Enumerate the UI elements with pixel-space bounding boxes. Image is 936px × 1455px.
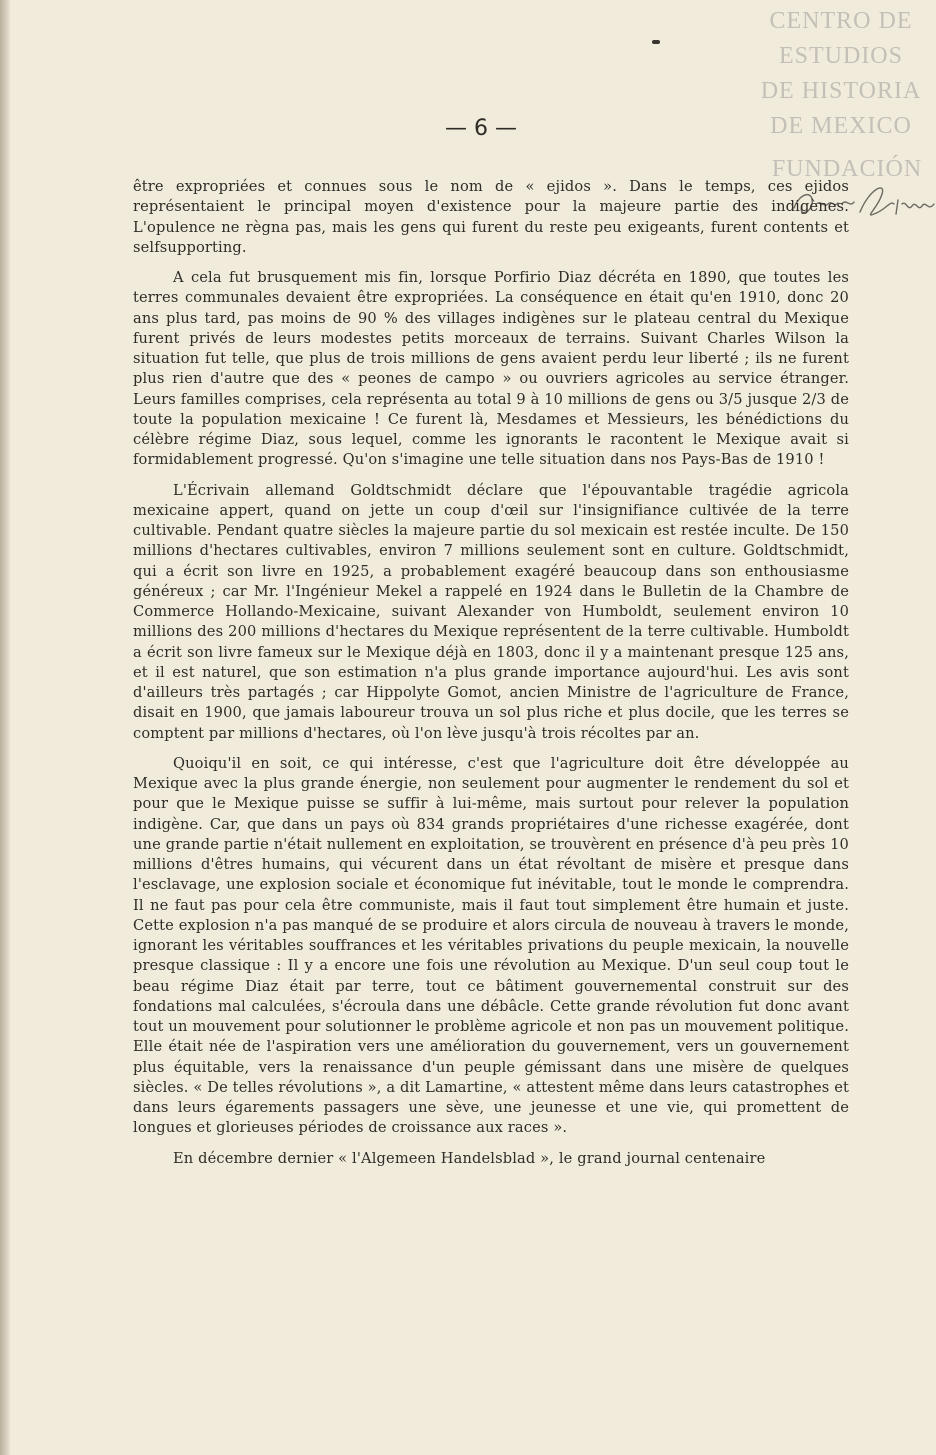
- watermark-line: ESTUDIOS: [778, 43, 903, 69]
- watermark-foundation: FUNDACIÓN: [771, 156, 923, 182]
- paragraph-goldtschmidt: L'Écrivain allemand Goldtschmidt déclare que l'épouvantable tragédie agricola mexicaine appert, quand on jette un coup d'œil sur l'insignifiance cultivée de la terre cultivable. Pendant quatre siècles la majeure partie du sol mexicain est restée inculte. De 150 millions d'hectares cultivables, environ 7 millions seulement sont en culture. Goldtschmidt, qui a écrit son livre en 1925, a probablement exagéré beaucoup dans son enthousiasme généreux ; car Mr. l'Ingénieur Mekel a rappelé en 1924 dans le Bulletin de la Chambre de Commerce Hollando-Mexicaine, suivant Alexander von Humboldt, seulement environ 10 millions des 200 millions d'hectares du Mexique représentent de la terre cultivable. Humboldt a écrit son livre fameux sur le Mexique déjà en 1803, donc il y a maintenant presque 125 ans, et il est naturel, que son estimation n'a plus grande importance aujourd'hui. Les avis sont d'ailleurs très partagés ; car Hippolyte Gomot, ancien Ministre de l'agriculture de France, disait en 1900, que jamais laboureur trouva un sol plus riche et plus docile, que les terres se comptent par millions d'hectares, où l'on lève jusqu'à trois récoltes par an.: [133, 481, 849, 742]
- paragraph-porfirio-diaz: A cela fut brusquement mis fin, lorsque Porfirio Diaz décréta en 1890, que toutes les terres communales devaient être expropriées. La conséquence en était qu'en 1910, donc 20 ans plus tard, pas moins de 90 % des villages indigènes sur le plateau central du Mexique furent privés de leurs modestes petits morceaux de terrains. Suivant Charles Wilson la situation fut telle, que plus de trois millions de gens avaient perdu leur liberté ; ils ne furent plus rien d'autre que des « peones de campo » ou ouvriers agricoles au service étranger. Leurs familles comprises, cela représenta au total 9 à 10 millions de gens ou 3/5 jusque 2/3 de toute la population mexicaine ! Ce furent là, Mesdames et Messieurs, les bénédictions du célèbre régime Diaz, sous lequel, comme les ignorants le racontent le Mexique avait si formidablement progressé. Qu'on s'imagine une telle situation dans nos Pays-Bas de 1910 !: [133, 269, 849, 469]
- document-body: [133, 177, 849, 1179]
- page-edge: [0, 0, 10, 1455]
- paragraph-continuation: être expropriées et connues sous le nom de « ejidos ». Dans le temps, ces ejidos représentaient le principal moyen d'existence pour la majeure partie des indigènes. L'opulence ne règna pas, mais les gens qui furent du reste peu exigeants, furent contents et selfsupporting.: [133, 178, 849, 256]
- page-number: — 6 —: [445, 116, 517, 141]
- paragraph-revolution: Quoiqu'il en soit, ce qui intéresse, c'est que l'agriculture doit être développée au Mexique avec la plus grande énergie, non seulement pour augmenter le rendement du sol et pour que le Mexique puisse se suffir à lui-même, mais surtout pour relever la population indigène. Car, que dans un pays où 834 grands propriétaires d'une richesse exagérée, dont une grande partie n'était nullement en exploitation, se trouvèrent en présence d'à peu près 10 millions d'êtres humains, qui vécurent dans un état révoltant de misère et presque dans l'esclavage, une explosion sociale et économique fut inévitable, tout le monde le comprendra. Il ne faut pas pour cela être communiste, mais il faut tout simplement être humain et juste. Cette explosion n'a pas manqué de se produire et alors circula de nouveau à travers le monde, ignorant les véritables souffrances et les véritables privations du peuple mexicain, la nouvelle presque classique : Il y a encore une fois une révolution au Mexique. D'un seul coup tout le beau régime Diaz était par terre, tout ce bâtiment gouvernemental construit sur des fondations mal calculées, s'écroula dans une débâcle. Cette grande révolution fut donc avant tout un mouvement pour solutionner le problème agricole et non pas un mouvement politique. Elle était née de l'aspiration vers une amélioration du gouvernement, vers un gouvernement plus équitable, vers la renaissance d'un peuple gémissant dans une misère de quelques siècles. « De telles révolutions », a dit Lamartine, « attestent même dans leurs catastrophes et dans leurs égarements passagers une sève, une jeunesse et une vie, qui promettent de longues et glorieuses périodes de croissance aux races ».: [133, 754, 850, 1137]
- watermark-line: CENTRO DE: [769, 8, 913, 34]
- archive-watermark: [748, 4, 934, 144]
- ink-speck: [652, 40, 660, 44]
- paragraph-handelsblad: En décembre dernier « l'Algemeen Handelsblad », le grand journal centenaire: [173, 1149, 766, 1167]
- watermark-line: DE MEXICO: [770, 113, 912, 139]
- watermark-line: DE HISTORIA: [760, 78, 922, 104]
